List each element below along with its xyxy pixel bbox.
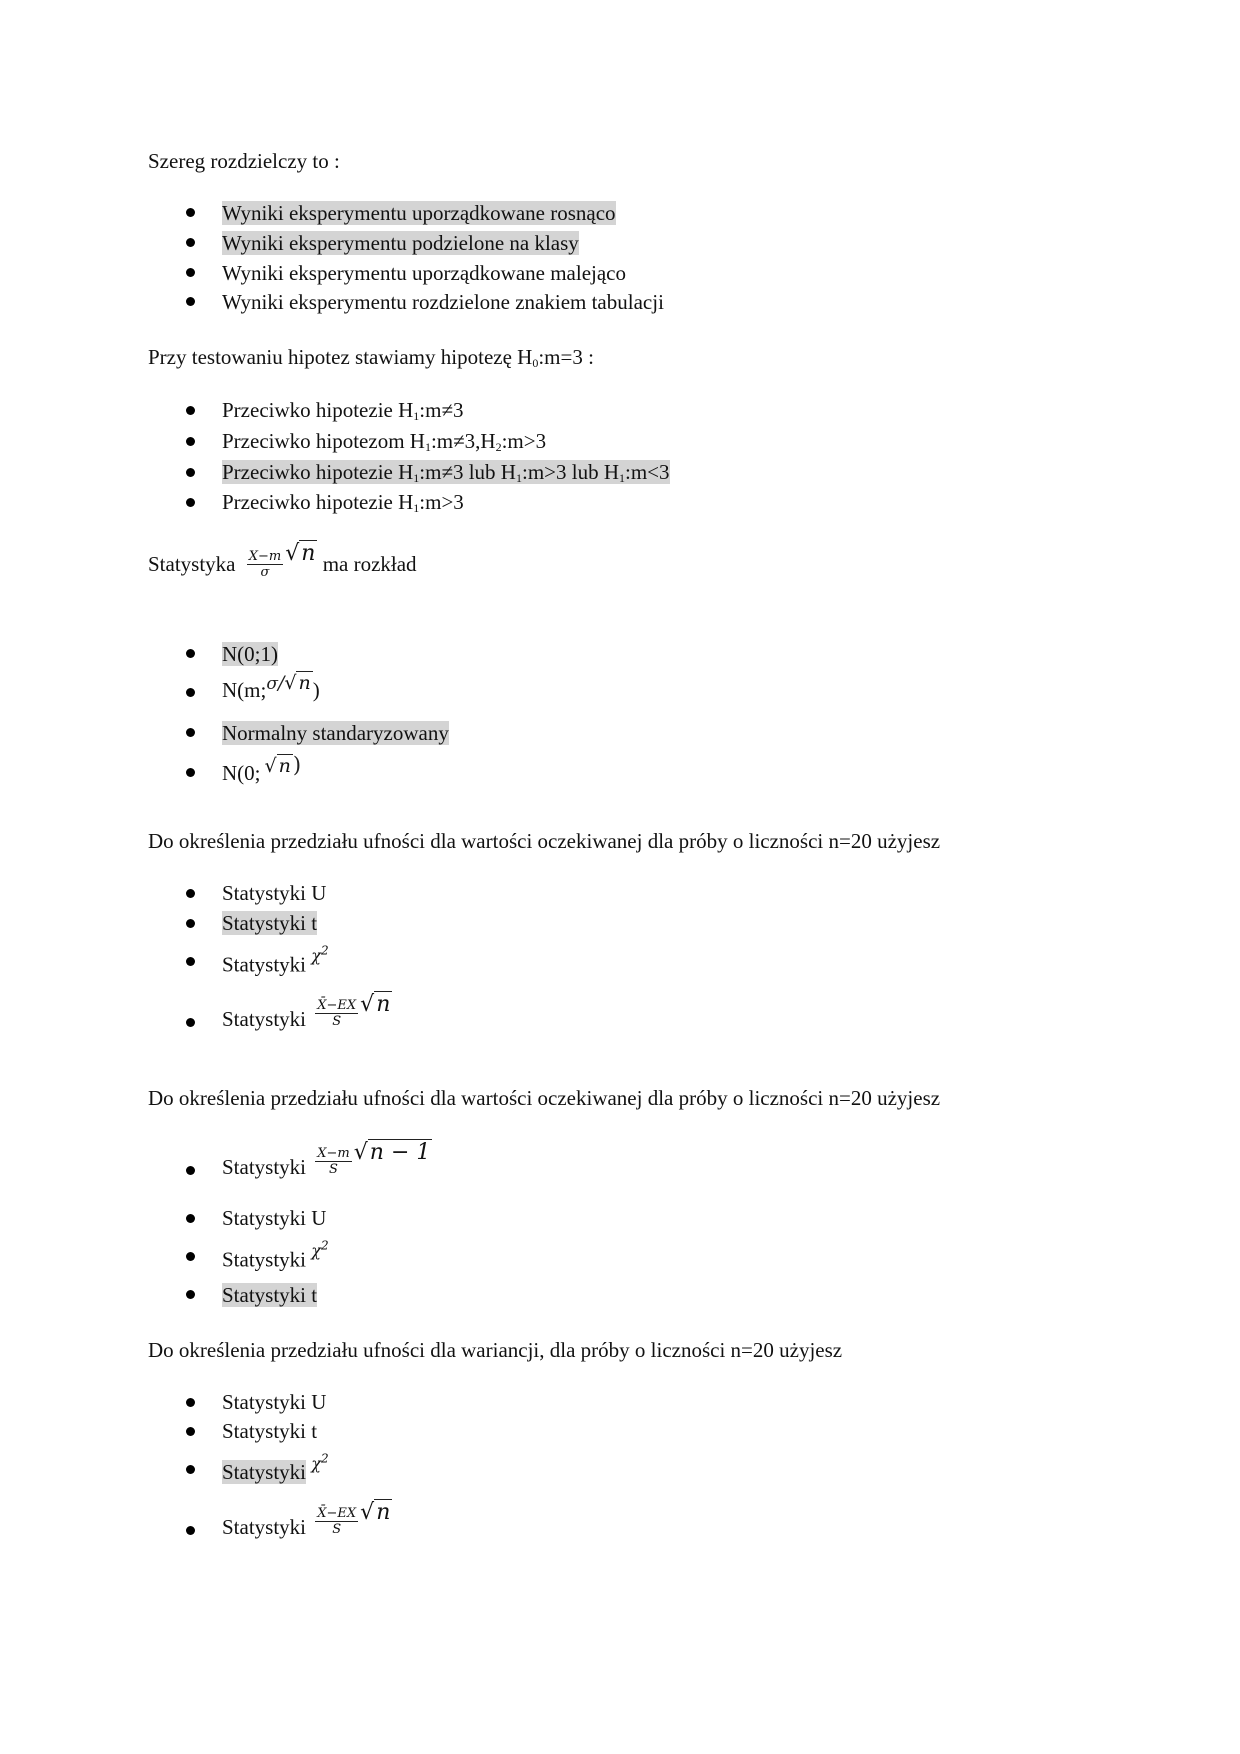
highlight — [222, 460, 670, 484]
bullet — [186, 768, 195, 777]
fraction — [315, 1146, 351, 1177]
bullet — [186, 1018, 195, 1027]
sqrt: √n — [360, 992, 391, 1018]
text: Przeciwko hipotezie H — [222, 398, 414, 422]
q1-option-2 — [222, 230, 579, 256]
sqrt: √ n — [284, 672, 311, 694]
denominator: S — [332, 1521, 342, 1537]
text: N(0; — [222, 761, 261, 785]
slash: / — [277, 672, 285, 694]
bullet — [186, 1214, 195, 1223]
numerator: X̄−EX — [317, 997, 357, 1013]
text: :m>3 — [501, 429, 547, 453]
highlight: Normalny standaryzowany — [222, 721, 449, 745]
q5-option-2: Statystyki U — [222, 1206, 327, 1230]
q1-option-1 — [222, 200, 616, 226]
bullet — [186, 649, 195, 658]
denominator: S — [332, 1013, 342, 1029]
denominator: S — [329, 1161, 338, 1177]
text: Przeciwko hipotezom H — [222, 429, 425, 453]
subscript: 1 — [515, 471, 522, 485]
q6-option-3 — [222, 1452, 329, 1487]
question-5: Do określenia przedziału ufności dla wartości oczekiwanej dla próby o liczności n=20 użyjesz — [148, 1086, 941, 1110]
text: Przeciwko hipotezie H — [222, 490, 414, 514]
bullet — [186, 468, 195, 477]
subscript: 1 — [619, 471, 625, 485]
highlight: Wyniki eksperymentu podzielone na klasy — [222, 231, 579, 255]
q5-option-1 — [222, 1140, 432, 1192]
q3-option-3 — [222, 720, 449, 746]
highlight: Wyniki eksperymentu uporządkowane rosnąco — [222, 201, 616, 225]
text: :m≠3,H — [430, 429, 496, 453]
sqrt: √ n — [264, 755, 291, 777]
q3-option-2 — [222, 672, 320, 705]
bullet — [186, 238, 195, 247]
fraction — [247, 549, 283, 580]
highlight: N(0;1) — [222, 642, 278, 666]
bullet — [186, 1252, 195, 1261]
subscript: 2 — [495, 440, 502, 454]
q4-option-3 — [222, 944, 329, 979]
q2-option-2 — [222, 428, 546, 454]
radicand: n — [301, 541, 316, 567]
sqrt: √n — [360, 1500, 391, 1526]
bullet — [186, 1290, 195, 1299]
highlight: Statystyki t — [222, 1283, 318, 1307]
text: ) — [312, 678, 320, 702]
subscript: 1 — [413, 409, 420, 423]
text: Statystyka — [148, 552, 236, 577]
numerator: X−m — [248, 548, 282, 564]
bullet — [186, 1166, 195, 1175]
q4-option-1: Statystyki U — [222, 881, 327, 905]
question-4: Do określenia przedziału ufności dla wartości oczekiwanej dla próby o liczności n=20 użyjesz — [148, 829, 941, 853]
sqrt: √n — [285, 541, 316, 567]
bullet — [186, 688, 195, 697]
text: Statystyki — [222, 952, 307, 977]
highlight: Statystyki — [222, 1460, 307, 1485]
bullet — [186, 1398, 195, 1407]
chi-symbol: χ — [311, 946, 321, 966]
q2-option-4 — [222, 489, 464, 515]
question-3 — [148, 537, 417, 589]
q6-option-2: Statystyki t — [222, 1419, 318, 1443]
bullet — [186, 498, 195, 507]
chi-symbol: χ — [311, 1241, 321, 1261]
bullet — [186, 728, 195, 737]
subscript: 1 — [413, 471, 420, 485]
chi-square — [311, 946, 328, 965]
fraction — [315, 1506, 358, 1537]
text: Przy testowaniu hipotez stawiamy hipotezę H — [148, 345, 533, 369]
q4-option-2 — [222, 910, 317, 936]
denominator: σ — [260, 564, 270, 580]
q3-option-1 — [222, 641, 278, 667]
subscript: 0 — [532, 356, 539, 370]
text: :m≠3 — [419, 398, 464, 422]
question-2 — [148, 343, 594, 371]
fraction — [315, 998, 358, 1029]
q2-option-3 — [222, 459, 670, 485]
text: :m≠3 lub H — [419, 460, 516, 484]
q2-option-1 — [222, 397, 463, 423]
text: :m>3 lub H — [521, 460, 619, 484]
bullet — [186, 268, 195, 277]
q1-option-3: Wyniki eksperymentu uporządkowane malejąco — [222, 261, 627, 285]
q5-option-3 — [222, 1239, 329, 1274]
text: Statystyki — [222, 1247, 307, 1272]
text: Statystyki — [222, 1155, 307, 1180]
sqrt: √n − 1 — [353, 1140, 431, 1166]
radicand: n − 1 — [369, 1140, 431, 1166]
text: ) — [292, 753, 302, 777]
radicand: n — [376, 992, 391, 1018]
bullet — [186, 297, 195, 306]
text: ma rozkład — [322, 552, 417, 577]
bullet — [186, 406, 195, 415]
bullet — [186, 957, 195, 966]
text: N(m; — [222, 678, 267, 702]
question-1: Szereg rozdzielczy to : — [148, 149, 340, 173]
chi-symbol: χ — [311, 1454, 321, 1474]
q5-option-4 — [222, 1282, 317, 1308]
bullet — [186, 889, 195, 898]
text: Statystyki — [222, 1007, 307, 1032]
highlight: Statystyki t — [222, 911, 318, 935]
bullet — [186, 1465, 195, 1474]
bullet — [186, 208, 195, 217]
bullet — [186, 1526, 195, 1535]
text: :m<3 — [625, 460, 670, 484]
bullet — [186, 437, 195, 446]
radicand: n — [278, 755, 291, 777]
question-6: Do określenia przedziału ufności dla wariancji, dla próby o liczności n=20 użyjesz — [148, 1338, 843, 1362]
exponent: 2 — [320, 1239, 329, 1253]
chi-square — [311, 1454, 328, 1473]
subscript: 1 — [424, 440, 431, 454]
bullet — [186, 1427, 195, 1436]
q4-option-4 — [222, 992, 392, 1044]
text: :m>3 — [419, 490, 464, 514]
numerator: X̄−EX — [317, 1505, 357, 1521]
radicand: n — [376, 1500, 391, 1526]
q6-option-4 — [222, 1500, 392, 1552]
q3-option-4 — [222, 753, 302, 787]
numerator: X−m — [317, 1145, 350, 1161]
q6-option-1: Statystyki U — [222, 1390, 327, 1414]
sigma: σ — [266, 674, 278, 694]
exponent: 2 — [320, 944, 329, 958]
radicand: n — [298, 672, 311, 694]
bullet — [186, 919, 195, 928]
chi-square — [311, 1241, 328, 1260]
text: Przeciwko hipotezie H — [222, 460, 414, 484]
text: Statystyki — [222, 1515, 307, 1540]
subscript: 1 — [413, 501, 420, 515]
q1-option-4: Wyniki eksperymentu rozdzielone znakiem tabulacji — [222, 290, 664, 314]
exponent: 2 — [320, 1452, 329, 1466]
text: :m=3 : — [538, 345, 594, 369]
